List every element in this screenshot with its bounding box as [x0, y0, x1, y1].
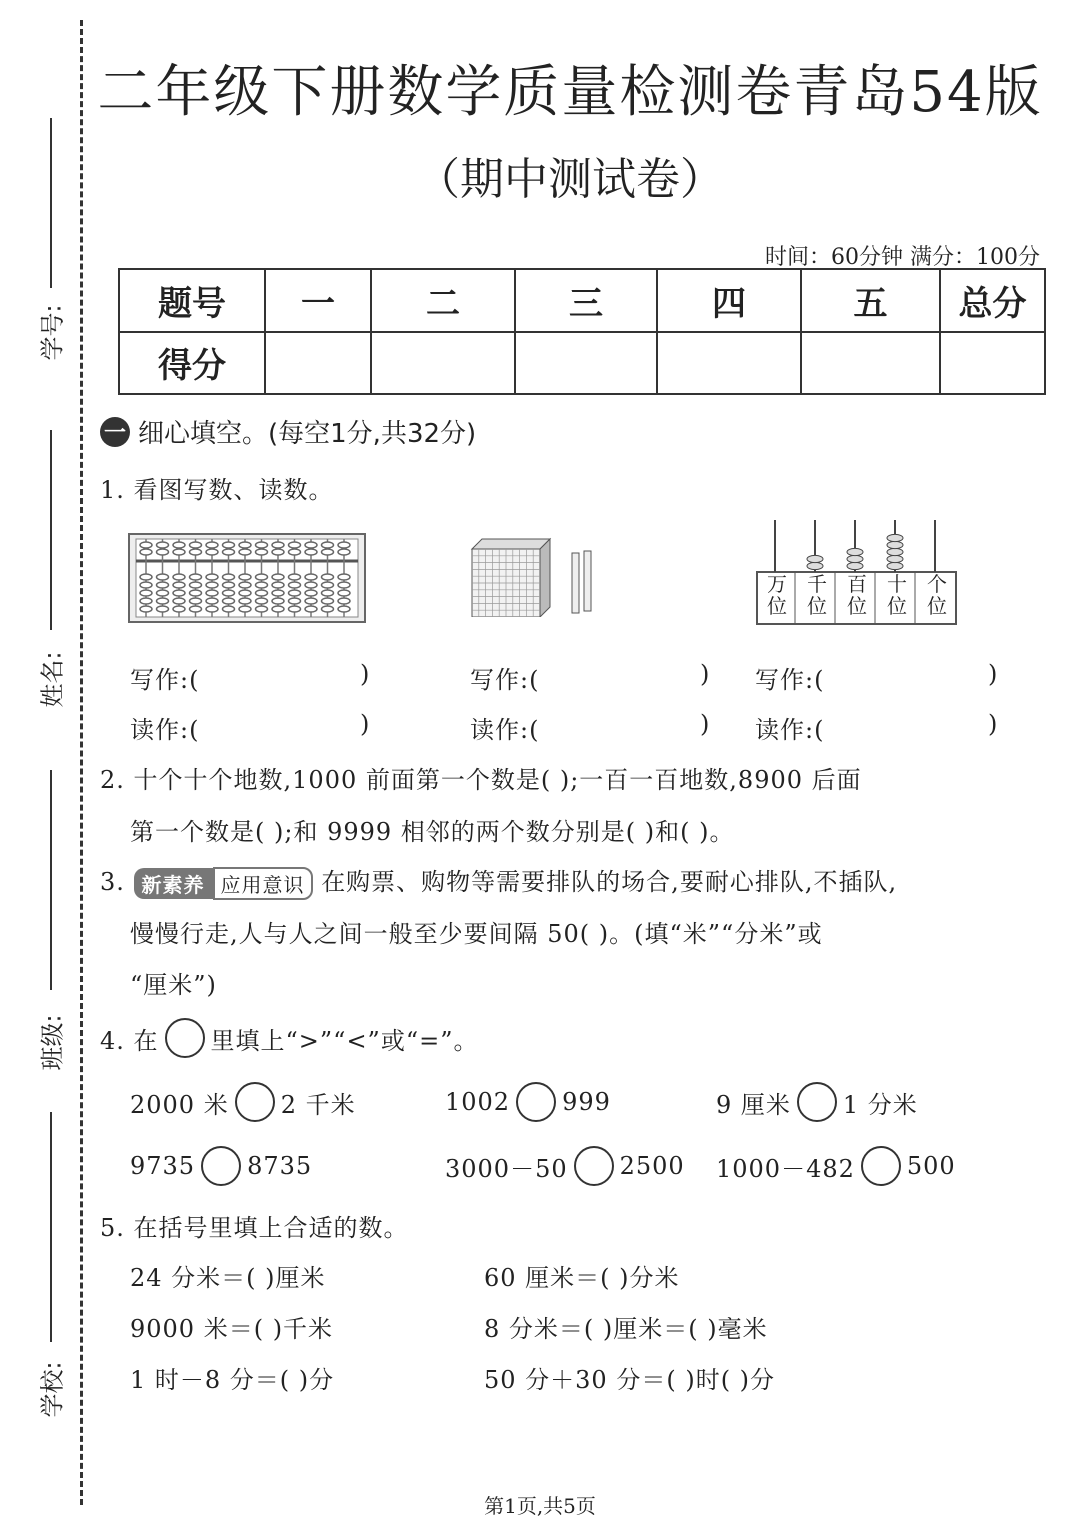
banji-label: 班级: [38, 1014, 67, 1071]
read-label-3: 读作:( [755, 716, 825, 744]
header-cell: 四 [657, 269, 801, 332]
q3-line3: “厘米”) [130, 971, 217, 999]
header-cell: 五 [801, 269, 940, 332]
section-title: 细心填空。(每空1分,共32分) [138, 419, 477, 449]
q5-item: 9000 米＝( )千米 [130, 1315, 334, 1343]
compare-item [445, 1082, 611, 1122]
banji-line [50, 770, 52, 990]
place-label: 十 位 [887, 572, 907, 618]
q5-item: 24 分米＝( )厘米 [130, 1264, 326, 1292]
circle-icon [165, 1018, 205, 1058]
score-cell[interactable] [940, 332, 1045, 395]
q3-line1 [100, 862, 897, 900]
xuexiao-line [50, 1112, 52, 1342]
score-cell[interactable] [515, 332, 657, 395]
new-literacy-tag: 新素养 [134, 868, 213, 899]
compare-item [445, 1146, 685, 1186]
q1-prompt: 1. 看图写数、读数。 [100, 476, 334, 504]
compare-circle[interactable] [797, 1082, 837, 1122]
paren-close: ) [700, 710, 711, 738]
score-cell[interactable] [801, 332, 940, 395]
q5-item: 50 分＋30 分＝( )时( )分 [484, 1366, 776, 1394]
page-title: 二年级下册数学质量检测卷青岛54版 [97, 60, 1043, 125]
xingming-label: 姓名: [38, 651, 67, 708]
application-tag: 应用意识 [213, 867, 313, 900]
score-table-header-row [119, 269, 1045, 332]
xuehao-label: 学号: [38, 304, 67, 361]
read-label-1: 读作:( [130, 716, 200, 744]
q5-prompt: 5. 在括号里填上合适的数。 [100, 1214, 409, 1242]
compare-right: 500 [906, 1152, 956, 1180]
score-cell[interactable] [371, 332, 515, 395]
score-table [118, 268, 1046, 395]
xingming-line [50, 430, 52, 630]
compare-right: 2 千米 [280, 1090, 356, 1119]
compare-right: 999 [562, 1088, 611, 1116]
compare-item [130, 1082, 356, 1122]
time-score-info: 时间：60分钟 满分：100分 [765, 245, 1040, 270]
compare-circle[interactable] [235, 1082, 275, 1122]
place-label: 千 位 [807, 572, 827, 618]
place-label: 百 位 [847, 572, 867, 618]
compare-circle[interactable] [574, 1146, 614, 1186]
q5-item: 60 厘米＝( )分米 [484, 1264, 680, 1292]
q5-item: 1 时－8 分＝( )分 [130, 1366, 335, 1394]
ten-rod [572, 553, 579, 613]
score-cell[interactable] [265, 332, 371, 395]
score-cell[interactable] [657, 332, 801, 395]
q4-pre: 4. 在 [100, 1026, 159, 1055]
counting-frame-labels [767, 573, 967, 617]
compare-right: 1 分米 [842, 1090, 918, 1119]
write-label-2: 写作:( [470, 666, 540, 694]
compare-item [130, 1146, 312, 1186]
header-cell: 题号 [119, 269, 265, 332]
header-cell: 总分 [940, 269, 1045, 332]
q4-prompt [100, 1018, 478, 1058]
header-cell: 二 [371, 269, 515, 332]
q3-text: 在购票、购物等需要排队的场合,要耐心排队,不插队, [321, 868, 898, 896]
page-footer: 第1页,共5页 [484, 1494, 596, 1518]
q2-line1: 2. 十个十个地数,1000 前面第一个数是( );一百一百地数,8900 后面 [100, 766, 862, 794]
thousand-cube-image [468, 535, 598, 617]
paren-close: ) [360, 710, 371, 738]
compare-left: 3000－50 [445, 1154, 568, 1183]
section-1-header [100, 413, 476, 450]
compare-circle[interactable] [516, 1082, 556, 1122]
write-label-3: 写作:( [755, 666, 825, 694]
ten-rod [584, 551, 591, 611]
compare-left: 9 厘米 [716, 1090, 791, 1119]
paren-close: ) [988, 660, 999, 688]
compare-circle[interactable] [201, 1146, 241, 1186]
compare-left: 2000 米 [130, 1090, 229, 1119]
paren-close: ) [988, 710, 999, 738]
paren-close: ) [360, 660, 371, 688]
compare-item [716, 1082, 918, 1122]
q5-item: 8 分米＝( )厘米＝( )毫米 [484, 1315, 768, 1343]
q3-line2: 慢慢行走,人与人之间一般至少要间隔 50( )。(填“米”“分米”或 [130, 920, 823, 948]
page-subtitle: （期中测试卷） [416, 154, 724, 205]
xuexiao-label: 学校: [38, 1361, 67, 1418]
compare-circle[interactable] [861, 1146, 901, 1186]
compare-right: 8735 [247, 1152, 313, 1180]
compare-left: 1002 [445, 1088, 511, 1116]
q3-number: 3. [100, 868, 125, 896]
binding-dashed-line [80, 20, 83, 1505]
section-badge: 一 [100, 417, 130, 447]
compare-right: 2500 [619, 1152, 685, 1180]
row-label: 得分 [119, 332, 265, 395]
abacus-image [128, 533, 366, 623]
compare-left: 1000－482 [716, 1154, 855, 1183]
compare-left: 9735 [130, 1152, 196, 1180]
score-table-score-row [119, 332, 1045, 395]
paren-close: ) [700, 660, 711, 688]
place-label: 个 位 [927, 572, 947, 618]
header-cell: 三 [515, 269, 657, 332]
place-label: 万 位 [767, 572, 787, 618]
header-cell: 一 [265, 269, 371, 332]
q2-line2: 第一个数是( );和 9999 相邻的两个数分别是( )和( )。 [130, 818, 735, 846]
write-label-1: 写作:( [130, 666, 200, 694]
read-label-2: 读作:( [470, 716, 540, 744]
q4-post: 里填上“>”“<”或“=”。 [210, 1026, 479, 1055]
compare-item [716, 1146, 956, 1186]
